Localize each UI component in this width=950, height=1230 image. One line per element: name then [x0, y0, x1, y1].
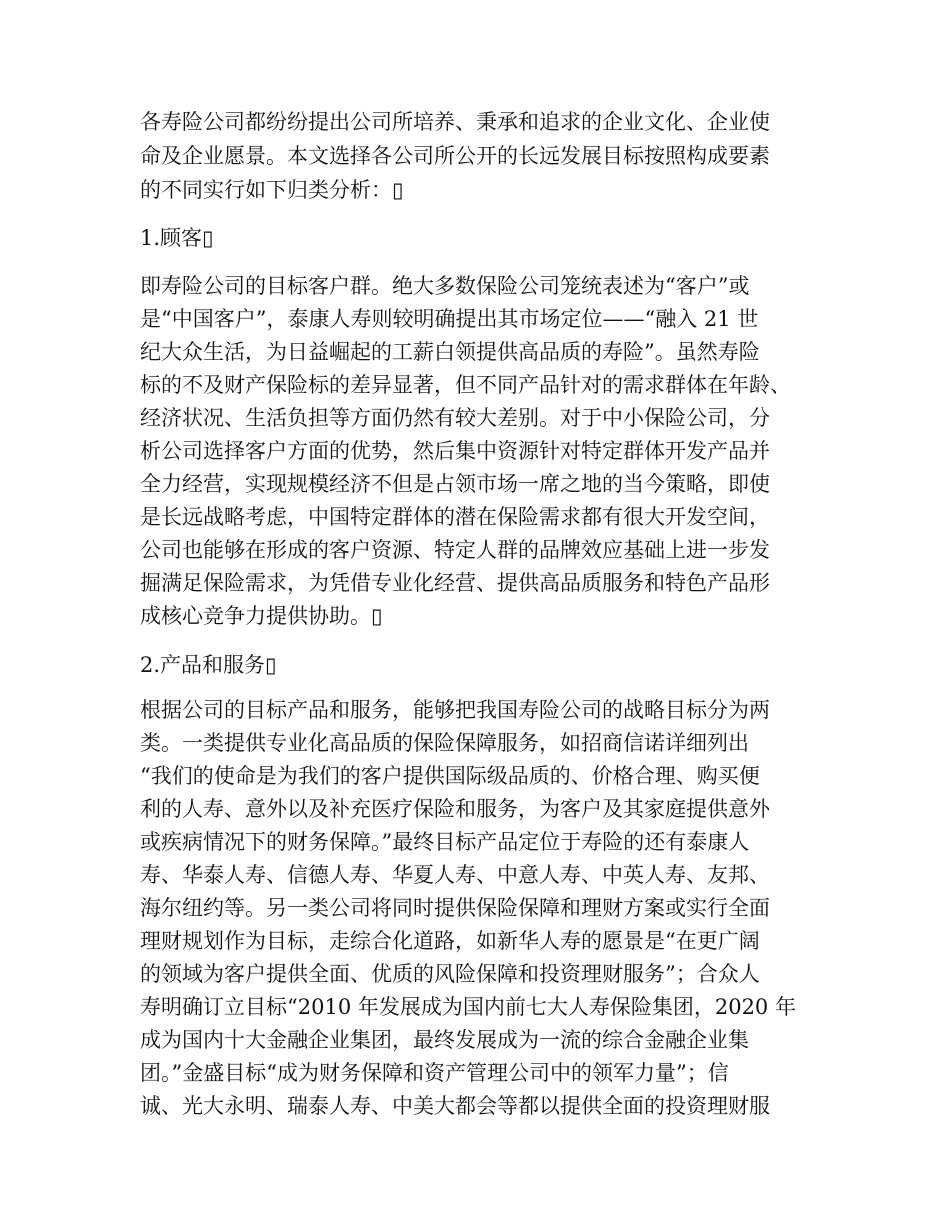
- section-heading: 2.产品和服务▯: [140, 653, 277, 677]
- text-line: 成为国内十大金融企业集团，最终发展成为一流的综合金融企业集: [140, 1028, 749, 1052]
- text-line: 类。一类提供专业化高品质的保险保障服务，如招商信诺详细列出: [140, 731, 749, 755]
- text-line: 掘满足保险需求，为凭借专业化经营、提供高品质服务和特色产品形: [140, 571, 770, 595]
- text-line: 利的人寿、意外以及补充医疗保险和服务，为客户及其家庭提供意外: [140, 797, 770, 821]
- text-line: 命及企业愿景。本文选择各公司所公开的长远发展目标按照构成要素: [140, 144, 770, 168]
- text-line: 析公司选择客户方面的优势，然后集中资源针对特定群体开发产品并: [140, 439, 770, 463]
- text-line: 纪大众生活，为日益崛起的工薪白领提供高品质的寿险”。虽然寿险: [140, 340, 760, 364]
- text-line: 的不同实行如下归类分析：▯: [140, 178, 404, 202]
- text-line: 或疾病情况下的财务保障。”最终目标产品定位于寿险的还有泰康人: [140, 830, 750, 854]
- section-heading: 1.顾客▯: [140, 226, 214, 250]
- text-line: 诚、光大永明、瑞泰人寿、中美大都会等都以提供全面的投资理财服: [140, 1094, 770, 1118]
- text-line: 经济状况、生活负担等方面仍然有较大差别。对于中小保险公司，分: [140, 406, 770, 430]
- text-line: 成核心竞争力提供协助。▯: [140, 604, 383, 628]
- text-line: 理财规划作为目标，走综合化道路，如新华人寿的愿景是“在更广阔: [140, 929, 760, 953]
- text-line: 即寿险公司的目标客户群。绝大多数保险公司笼统表述为“客户”或: [140, 274, 750, 298]
- text-line: “我们的使命是为我们的客户提供国际级品质的、价格合理、购买便: [140, 764, 760, 788]
- text-line: 各寿险公司都纷纷提出公司所培养、秉承和追求的企业文化、企业使: [140, 110, 770, 134]
- text-line: 全力经营，实现规模经济不但是占领市场一席之地的当今策略，即使: [140, 472, 770, 496]
- text-line: 寿、华泰人寿、信德人寿、华夏人寿、中意人寿、中英人寿、友邦、: [140, 863, 770, 887]
- text-line: 团。”金盛目标“成为财务保障和资产管理公司中的领军力量”；信: [140, 1061, 729, 1085]
- text-line: 是长远战略考虑，中国特定群体的潜在保险需求都有很大开发空间，: [140, 505, 770, 529]
- text-line: 的领域为客户提供全面、优质的风险保障和投资理财服务”；合众人: [140, 962, 760, 986]
- text-line: 公司也能够在形成的客户资源、特定人群的品牌效应基础上进一步发: [140, 538, 770, 562]
- text-line: 根据公司的目标产品和服务，能够把我国寿险公司的战略目标分为两: [140, 698, 770, 722]
- text-line: 寿明确订立目标“2010 年发展成为国内前七大人寿保险集团，2020 年: [140, 995, 796, 1019]
- text-line: 是“中国客户”，泰康人寿则较明确提出其市场定位——“融入 21 世: [140, 307, 759, 331]
- text-line: 海尔纽约等。另一类公司将同时提供保险保障和理财方案或实行全面: [140, 896, 770, 920]
- text-line: 标的不及财产保险标的差异显著，但不同产品针对的需求群体在年龄、: [140, 373, 791, 397]
